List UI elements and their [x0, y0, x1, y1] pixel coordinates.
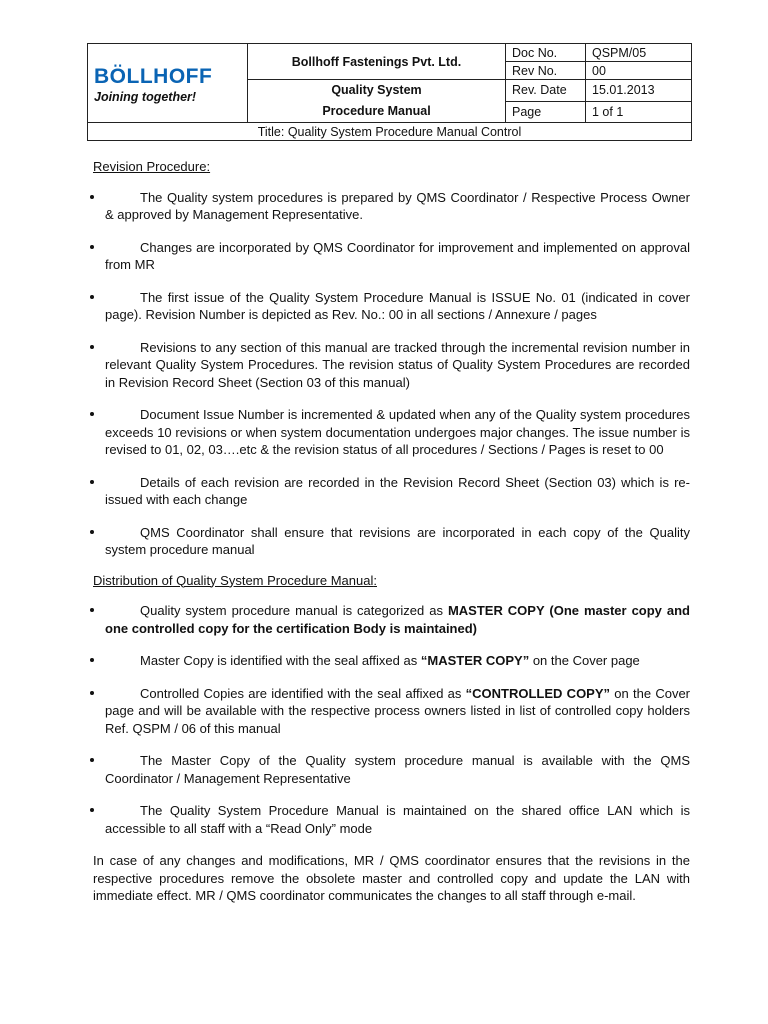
- list-item: Changes are incorporated by QMS Coordinator for improvement and implemented on approval from MR: [93, 239, 690, 274]
- document-body: [93, 158, 690, 905]
- distribution-list: [93, 602, 690, 837]
- list-item: Master Copy is identified with the seal affixed as “MASTER COPY” on the Cover page: [93, 652, 690, 670]
- page-value: 1 of 1: [586, 101, 692, 123]
- distribution-heading: Distribution of Quality System Procedure Manual:: [93, 572, 377, 588]
- list-item: Revisions to any section of this manual are tracked through the incremental revision number in relevant Quality System Procedures. The revision status of Quality System Procedures are recorded in Revision Record Sheet (Section 03 of this manual): [93, 339, 690, 392]
- document-title: Title: Quality System Procedure Manual Control: [88, 123, 692, 141]
- rev-date-value: 15.01.2013: [586, 80, 692, 102]
- list-item: Controlled Copies are identified with the seal affixed as “CONTROLLED COPY” on the Cover page and will be available with the respective process owners listed in list of controlled copy holders Ref. QSPM / 06 of this manual: [93, 685, 690, 738]
- rev-date-label: Rev. Date: [506, 80, 586, 102]
- company-name: Bollhoff Fastenings Pvt. Ltd.: [248, 44, 506, 80]
- bullet-icon: [90, 345, 94, 349]
- bullet-icon: [90, 245, 94, 249]
- doc-no-label: Doc No.: [506, 44, 586, 62]
- list-item: The Quality system procedures is prepared by QMS Coordinator / Respective Process Owner & approved by Management Representative.: [93, 189, 690, 224]
- list-item: Document Issue Number is incremented & updated when any of the Quality system procedures exceeds 10 revisions or when system documentation undergoes major changes. The issue number is revised to 01, 02, 03….etc & the revision status of all procedures / Sections / Pages is reset to 00: [93, 406, 690, 459]
- revision-list: [93, 189, 690, 559]
- logo: [88, 44, 248, 123]
- revision-heading: Revision Procedure:: [93, 159, 211, 174]
- page-label: Page: [506, 101, 586, 123]
- bullet-icon: [90, 691, 94, 695]
- bullet-icon: [90, 808, 94, 812]
- manual-title: [248, 80, 506, 123]
- list-item: The Quality System Procedure Manual is maintained on the shared office LAN which is accessible to all staff with a “Read Only” mode: [93, 802, 690, 837]
- logo-wordmark: BÖLLHOFF: [94, 65, 213, 88]
- rev-no-label: Rev No.: [506, 62, 586, 80]
- manual-title-line2: Procedure Manual: [322, 104, 431, 118]
- bullet-icon: [90, 412, 94, 416]
- bullet-icon: [90, 195, 94, 199]
- bullet-icon: [90, 758, 94, 762]
- list-item: QMS Coordinator shall ensure that revisions are incorporated in each copy of the Quality system procedure manual: [93, 524, 690, 559]
- bullet-icon: [90, 295, 94, 299]
- logo-tagline: Joining together!: [94, 90, 197, 104]
- manual-title-line1: Quality System: [331, 83, 422, 97]
- bullet-icon: [90, 530, 94, 534]
- list-item: The first issue of the Quality System Procedure Manual is ISSUE No. 01 (indicated in cover page). Revision Number is depicted as Rev. No.: 00 in all sections / Annexure / pages: [93, 289, 690, 324]
- rev-no-value: 00: [586, 62, 692, 80]
- list-item: Details of each revision are recorded in the Revision Record Sheet (Section 03) which is re-issued with each change: [93, 474, 690, 509]
- list-item: The Master Copy of the Quality system procedure manual is available with the QMS Coordinator / Management Representative: [93, 752, 690, 787]
- bullet-icon: [90, 480, 94, 484]
- document-header-table: [87, 43, 692, 141]
- doc-no-value: QSPM/05: [586, 44, 692, 62]
- bullet-icon: [90, 608, 94, 612]
- list-item: Quality system procedure manual is categorized as MASTER COPY (One master copy and one controlled copy for the certification Body is maintained): [93, 602, 690, 637]
- bullet-icon: [90, 658, 94, 662]
- closing-paragraph: In case of any changes and modifications, MR / QMS coordinator ensures that the revisions in the respective procedures remove the obsolete master and controlled copy and update the LAN with immediate effect. MR / QMS coordinator communicates the changes to all staff through e-mail.: [93, 853, 690, 903]
